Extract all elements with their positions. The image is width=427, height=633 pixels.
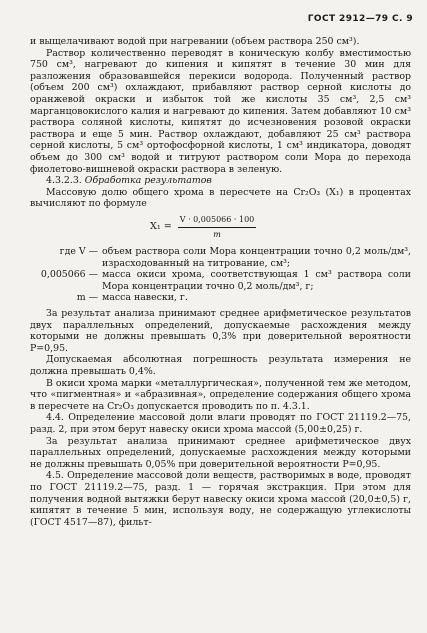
definition-text: масса навески, г. bbox=[102, 292, 188, 304]
definition-text: масса окиси хрома, соответствующая 1 см³ раствора соли Мора концентрации точно 0,2 моль/дм³, г; bbox=[102, 269, 411, 292]
formula-definitions bbox=[30, 246, 411, 304]
paragraph-continuation: и выщелачивают водой при нагревании (объем раствора 250 см³). bbox=[30, 36, 360, 47]
definition-row bbox=[30, 292, 411, 304]
formula-denominator: m bbox=[213, 229, 221, 239]
section-title: Обработка результатов bbox=[84, 175, 212, 187]
paragraph-result-moisture: За результат анализа принимают среднее арифметическое двух параллельных определений, допускаемые расхождения между которыми не должны превышать 0,05% при доверительной вероятности P=0,95. bbox=[30, 435, 411, 470]
definition-row bbox=[30, 246, 411, 269]
paragraph-metallurgical: В окиси хрома марки «металлургическая», полученной тем же методом, что «пигментная» и «абразивная», определение содержания общего хрома в пересчете на Cr₂O₃ допускается проводить по п. 4.3.1. bbox=[30, 377, 411, 412]
paragraph-section-4-4: 4.4. Определение массовой доли влаги проводят по ГОСТ 21119.2—75, разд. 2, при этом берут навеску окиси хрома массой (5,00±0,25) г. bbox=[30, 412, 411, 435]
paragraph-error: Допускаемая абсолютная погрешность результата измерения не должна превышать 0,4%. bbox=[30, 354, 411, 378]
paragraph-formula-intro: Массовую долю общего хрома в пересчете на Cr₂O₃ (X₁) в процентах вычисляют по формуле bbox=[30, 186, 411, 210]
formula-numerator: V · 0,005066 · 100 bbox=[178, 214, 256, 228]
definition-symbol: m — bbox=[76, 292, 98, 304]
paragraph-section-4-5: 4.5. Определение массовой доли веществ, растворимых в воде, проводят по ГОСТ 21119.2—75, разд. 1 — горячая экстракция. При этом для получения водной вытяжки берут навеску окиси хрома массой (20,0±0,5) г, кипятят в течение 5 мин, используя воду, не содержащую углекислоты (ГОСТ 4517—87), фильт- bbox=[30, 470, 411, 528]
section-number: 4.3.2.3. bbox=[46, 175, 82, 187]
section-heading-4-3-2-3 bbox=[30, 175, 411, 187]
document-body bbox=[30, 36, 411, 528]
definition-row bbox=[30, 269, 411, 292]
definition-symbol: где V — bbox=[59, 246, 98, 258]
formula-fraction bbox=[178, 214, 256, 240]
paragraph-procedure: Раствор количественно переводят в коническую колбу вместимостью 750 см³, нагревают до кипения и кипятят в течение 30 мин для разложения образовавшейся перекиси водорода. Полученный раствор (объем 200 см³) охлаждают, прибавляют раствор серной кислоты до оранжевой окраски и избыток той же кислоты 35 см³, 2,5 см³ марганцовокислого калия и нагревают до кипения. Затем добавляют 10 см³ раствора соляной кислоты, кипятят до исчезновения розовой окраски раствора и еще 5 мин. Раствор охлаждают, добавляют 25 см³ раствора серной кислоты, 5 см³ ортофосфорной кислоты, 1 см³ индикатора, доводят объем до 300 см³ водой и титруют раствором соли Мора до перехода фиолетово-вишневой окраски раствора в зеленую. bbox=[30, 47, 411, 175]
definition-text: объем раствора соли Мора концентрации точно 0,2 моль/дм³, израсходованный на титрование, см³; bbox=[102, 246, 411, 269]
formula-lhs: X₁ = bbox=[150, 221, 172, 233]
formula-x1 bbox=[150, 214, 411, 240]
definition-symbol: 0,005066 — bbox=[40, 269, 98, 281]
paragraph-result: За результат анализа принимают среднее арифметическое результатов двух параллельных определений, допускаемые расхождения между которыми не должны превышать 0,3% при доверительной вероятности P=0,95. bbox=[30, 308, 411, 354]
page-header: ГОСТ 2912—79 С. 9 bbox=[307, 14, 413, 24]
